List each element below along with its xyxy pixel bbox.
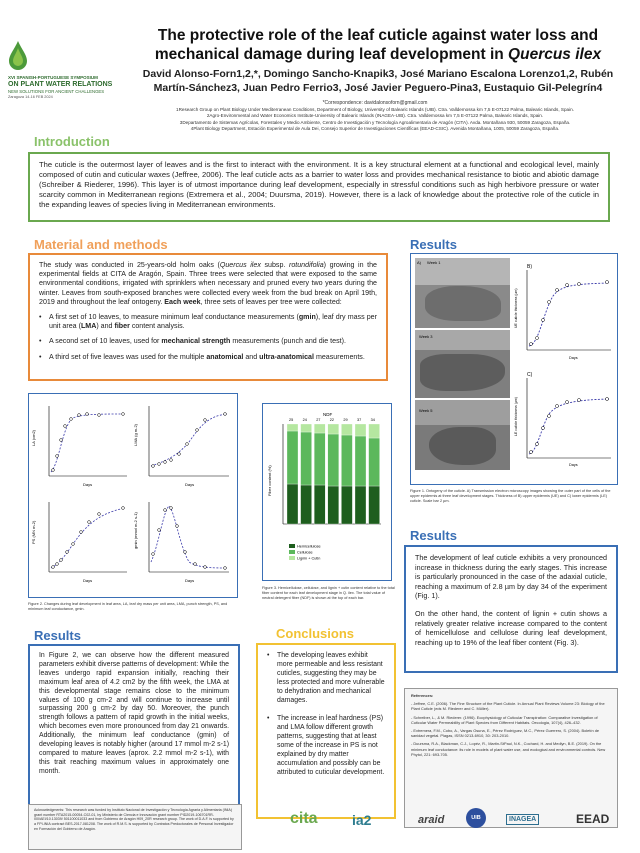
methods-bullet-2 <box>39 337 377 346</box>
logo-eead: EEAD <box>576 812 610 826</box>
tem-image-week1 <box>415 258 510 328</box>
fig3-bar-segment <box>301 485 312 524</box>
fig3-ndf-label: 25 <box>289 418 294 422</box>
methods-species: Quercus ilex <box>219 261 261 269</box>
figure-3 <box>262 403 392 581</box>
references-box <box>404 688 618 828</box>
fig3-chart <box>263 404 389 578</box>
introduction-text: The cuticle is the outermost layer of leaves and is the first to interact with the environment. It is a key structural element at a functional and ecological level, mainly composed of cutin and cuticular waxes (Jeffree, 2006). The leaf cuticle acts as a barrier to water loss and provides mechanical resistance to biotic and abiotic damage (Schreiber & Riederer, 1996). This layer is of utmost importance during leaf development, especially in stressful conditions such as high herbivore pressure or water scarcity common in Mediterranean regions (Extremera et al., 2004; Duursma, 2019). However, there is a lack of knowledge about the protective role of the cuticle in the expanding leaves of species living in Mediterranean environments. <box>39 160 599 209</box>
fig3-legend-lignin: Lignin + Cutin <box>297 556 321 561</box>
fig2-la-panel <box>31 406 127 487</box>
fig3-bar-segment <box>287 431 298 484</box>
fig3-legend <box>289 544 321 561</box>
results-right-box <box>404 545 618 673</box>
b2-text-b: measurements (punch and die test). <box>230 337 346 346</box>
b1-text-b: ), leaf dry mass per unit area ( <box>49 313 377 331</box>
author-list: David Alonso-Forn1,2,*, Domingo Sancho-Knapik3, José Mariano Escalona Lorenzo1,2, Rubén Martín-Sánchez3, Juan Pedro Ferrio3, José Javier Peguero-Pina3, Eustaquio Gil-Pelegrín4 <box>142 68 614 94</box>
affiliation-4: 4Plant Biology Department, Estación Experimental de Aula Dei, Consejo Superior de Investigaciones Científicas (EEAD-CSIC). Avenida Montañana, 1005, 50059 Zaragoza, España. <box>190 125 560 131</box>
fig1-ylabel-c: LE cuticle thickness (µm) <box>514 397 518 436</box>
fig3-bar-segment <box>369 424 380 438</box>
fig1-chart-b <box>513 258 615 364</box>
fig3-ndf-label: 34 <box>370 418 375 422</box>
methods-each-week: Each week <box>164 297 201 306</box>
logo-araid: araid <box>418 814 445 826</box>
affiliation-2: 2Agro-Environmental and Water Economics Institute-University of Balearic Islands (INAGEA-UIB). Ctra. Valldemossa km 7,5 E-07122 Palma, Balearic Islands, Spain. <box>206 113 544 119</box>
reference-1: - Jeffree, C.E. (2006). The Fine Structure of the Plant Cuticle. In Annual Plant Reviews Volume 23: Biology of the Plant Cuticle (eds M. Riederer and C. Müller). <box>411 701 605 712</box>
fig2-gmin-ylabel: gmin (mmol m-2 s-1) <box>133 512 138 549</box>
fig2-gmin-xlabel: Days <box>185 578 195 583</box>
b3-ultra: ultra-anatomical <box>259 352 314 361</box>
introduction-heading: Introduction <box>34 134 110 149</box>
water-drop-icon <box>8 40 28 70</box>
fig2-ps-panel <box>31 502 127 583</box>
reference-4: - Duursma, R.A., Blackman, C.J., Lopéz, R., Martin-StPaul, N.K., Cochard, H. and Medlyn, B.E. (2019). On the minimum leaf conductance: its role in models of plant water use, and ecological and environmental controls. New Phytol, 221: 693-705. <box>411 741 606 757</box>
methods-bullet-3 <box>39 353 377 362</box>
fig2-lma-xlabel: Days <box>185 482 195 487</box>
symposium-line3: NEW SOLUTIONS FOR ANCIENT CHALLENGES <box>8 89 105 94</box>
fig3-bar-segment <box>341 435 352 486</box>
methods-text-d: , three sets of leaves per tree were collected: <box>200 297 342 306</box>
fig2-la-ylabel: LA (cm2) <box>31 429 36 446</box>
fig3-bar-segment <box>301 424 312 432</box>
symposium-line4: Zaragoza 14-16 FEB 2024 <box>8 94 53 99</box>
conclusion-1: • The developing leaves exhibit more permeable and less resistant cuticles, suggesting they may be less protected and more vulnerable to dehydration and mechanical damages. <box>267 651 385 705</box>
fig1-panel-a-label: A) <box>417 260 421 265</box>
fig3-bars <box>287 418 380 524</box>
methods-text-b: subsp. <box>260 261 289 269</box>
fig3-ndf-label: 22 <box>329 418 335 422</box>
reference-3: - Extremera, F.M., Cobo, A., Vargas Osuna, E., Pérez Rodríguez, M.C., Pérez Guerrero, S. (2004). Boletín de sanidad vegetal. Plagas, ISSN 0213-6910, 30: 203-2010. <box>411 728 600 739</box>
symposium-line1: XVI SPANISH-PORTUGUESE SYMPOSIUM <box>8 75 98 80</box>
fig3-legend-cellulose: Cellulose <box>297 550 313 555</box>
figure-2 <box>28 393 238 598</box>
fig1-xlabel-b: Days <box>569 356 578 360</box>
fig3-ndf-label: 24 <box>302 418 307 422</box>
references-heading: References: <box>411 693 434 698</box>
methods-bullet-1 <box>39 313 377 331</box>
fig2-gmin-panel <box>133 502 229 583</box>
b1-lma: LMA <box>80 322 97 331</box>
fig1-panel-b-label: B) <box>527 264 532 270</box>
title-species: Quercus ilex <box>508 46 602 63</box>
affiliation-3: 3Departamento de Sistemas Agrícolas, Forestales y Medio Ambiente, Centro de Investigación y Tecnología Agroalimentaria de Aragón (CITA). Avda. Montañana 930, 50059 Zaragoza, España. <box>179 119 571 125</box>
affiliations <box>115 100 635 132</box>
affiliation-1: 1Research Group on Plant Biology Under Mediterranean Conditions, Department of Biology, University of Balearic Islands (UIB). Ctra. Valldemossa km 7,5 E-07122 Palma, Balearic Islands, Spain. <box>176 107 574 113</box>
fig3-bar-segment <box>369 438 380 486</box>
fig2-lma-ylabel: LMA (g m-2) <box>133 423 138 446</box>
fig3-bar-segment <box>341 424 352 435</box>
fig3-bar-segment <box>369 486 380 524</box>
fig2-charts <box>29 394 235 594</box>
fig1-week1-label: Week 1 <box>427 260 441 265</box>
logo-cita: cita <box>290 810 318 827</box>
fig3-title: NDF <box>323 412 333 417</box>
fig3-bar-segment <box>314 424 325 433</box>
conclusions-box <box>256 643 396 819</box>
b3-text-b: and <box>243 352 260 361</box>
figure-1 <box>410 253 618 485</box>
b1-text-a: A first set of 10 leaves, to measure minimum leaf conductance measurements ( <box>49 313 299 322</box>
b3-anatomical: anatomical <box>206 352 244 361</box>
b1-gmin: gmin <box>298 313 316 322</box>
fig3-bar-segment <box>355 486 366 524</box>
fig2-ps-xlabel: Days <box>83 578 93 583</box>
fig3-bar-segment <box>355 436 366 486</box>
fig3-bar-segment <box>328 424 339 434</box>
logo-uib: UIB <box>466 808 486 828</box>
results-right-p2: On the other hand, the content of lignin + cutin shows a relatively greater relative increase compared to the content of hemicellulose and cellulose during leaf development, reaching up to 19% of the leaf fiber content (Fig. 3). <box>415 608 607 647</box>
fig1-xlabel-c: Days <box>569 463 578 467</box>
fig3-ylabel: Fiber content (%) <box>267 465 272 496</box>
fig1-chart-c <box>513 366 615 470</box>
results-heading-top: Results <box>410 237 457 252</box>
fig3-bar-segment <box>314 433 325 485</box>
symposium-line2: ON PLANT WATER RELATIONS <box>8 81 113 88</box>
title-text: The protective role of the leaf cuticle against water loss and mechanical damage during leaf development in <box>154 27 599 63</box>
fig1-panel-c-label: C) <box>527 372 533 378</box>
fig3-ndf-label: 27 <box>316 418 321 422</box>
methods-text-c: ) growing in the experimental fields at CITA de Aragón, Spain. Three trees were selected that were exposed to the same environmental conditions, irrigated with sprinklers when necessary and pruned every two years during the winter. Leaves from south-exposed branches were collected every week from the bud break on April 19th, 2019 and throughout the leaf ontogeny. <box>39 261 377 306</box>
fig3-bar-segment <box>355 424 366 436</box>
reference-2: - Schreiber, L., & M. Riederer. (1996). Ecophysiology of Cuticular Transpiration: Comparative Investigation of Cuticular Water Permeability of Plant Species from Different Habitats. Oecologia, 107(4), 426–432. <box>411 714 598 725</box>
fig3-bar-segment <box>328 434 339 486</box>
conclusions-heading: Conclusions <box>276 626 355 641</box>
fig3-legend-hemicellulose: Hemicellulose <box>297 544 321 549</box>
fig3-ndf-label: 29 <box>343 418 348 422</box>
b2-mechanical: mechanical strength <box>161 337 231 346</box>
introduction-box <box>28 152 610 222</box>
methods-list <box>39 313 377 362</box>
b2-text-a: A second set of 10 leaves, used for <box>49 337 162 346</box>
fig3-bar-segment <box>287 484 298 524</box>
fig3-bar-segment <box>314 485 325 524</box>
methods-text-a: The study was conducted in 25-years-old holm oaks ( <box>39 261 220 269</box>
fig3-bar-segment <box>287 424 298 431</box>
fig1-week3-label: Week 3 <box>419 334 433 339</box>
acknowledgments-box <box>28 804 242 850</box>
fig2-la-xlabel: Days <box>83 482 93 487</box>
results-left-text: In Figure 2, we can observe how the different measured parameters exhibit diverse patterns of development: While the leaves undergo rapid expansion initially, reaching their maximum leaf area of 4.2 cm2 by the fifth week, the LMA at this developmental stage remains close to the minimum values of 100 g cm-2 and will continue to increase until surpassing 200 g cm-2 by day 50. Moreover, the punch strength follows a pattern of rapid growth in the initial weeks, which becomes even more pronounced from day 21 onwards. Additionally, the minimum leaf conductance (gmin) of developing leaves is notably higher (around 17 mmol m-2 s-1) compared to mature leaves (aprox. 2.2 mmol m-2 s-1), with this trait reaching maximum values in approximately one month. <box>39 652 229 775</box>
fig3-bar-segment <box>301 432 312 485</box>
results-left-box <box>28 644 240 820</box>
results-heading-left: Results <box>34 628 81 643</box>
fig3-caption: Figure 3. Hemicellulose, cellulose, and lignin + cutin content relative to the total fiber content for each leaf development stage in Q. ilex. The total value of neutral detergent fiber (NDF) is shown at the top of each bar. <box>262 586 395 600</box>
fig2-caption: Figure 2. Changes during leaf development in leaf area, LA, leaf dry mass per unit area, LMA, punch strength, PS, and minimum leaf conductance, gmin. <box>28 602 228 611</box>
fig1-week5-label: Week 5 <box>419 408 433 413</box>
methods-paragraph <box>39 261 377 307</box>
fig3-bar-segment <box>341 486 352 524</box>
fig3-bar-segment <box>328 486 339 524</box>
fig2-lma-panel <box>133 406 229 487</box>
b3-text-a: A third set of five leaves was used for the multiple <box>49 352 207 361</box>
logo-inagea: INAGEA <box>506 814 539 825</box>
fig3-ndf-label: 37 <box>357 418 362 422</box>
fig1-ylabel-b: UE cuticle thickness (µm) <box>514 288 518 328</box>
methods-box <box>28 253 388 381</box>
b1-text-d: content analysis. <box>129 322 185 331</box>
results-right-p1: The development of leaf cuticle exhibits a very pronounced increase in thickness during the early stages. This increase is particularly pronounced in the case of the adaxial cuticle, reaching a maximum of 2.8 µm by day 34 of the experiment (Fig. 1). <box>415 553 607 601</box>
b3-text-c: measurements. <box>313 352 365 361</box>
fig2-ps-ylabel: PS (MN m-2) <box>31 520 36 544</box>
acknowledgments-text: Acknowledgments: This research was funded by Instituto Nacional de Investigación y Tecnología Agraria y Alimentaria (INIA) grant number RTA2015-00054-C02-01, by Ministerio de Ciencia e Innovación grant number PID2019-106701RR-I00/AEI/10.13039/ 501100011033 and from Gobierno de Aragón H09_20R research group. The work of D.A.F. is supported by a FPI-INIA contract BES-2017-081208. The work of R.M.S. is supported by Contratos Predoctorales de Personal Investigador en Formación del Gobierno de Aragón. <box>34 808 234 831</box>
conclusion-2: • The increase in leaf hardness (PS) and LMA follow different growth patterns, suggesting that at least some of the increase in PS is not explained by dry matter accumulation and possibly can be attributed to cuticular development. <box>267 714 385 777</box>
symposium-logo <box>8 40 118 100</box>
poster-title <box>128 26 628 64</box>
methods-subspecies: rotundifolia <box>288 261 324 269</box>
correspondence: *Correspondence: davidalonsoforn@gmail.com <box>322 100 428 106</box>
logo-ia2: ia2 <box>352 812 372 828</box>
tem-image-week5 <box>415 400 510 470</box>
conclusions-list <box>267 651 385 777</box>
b1-fiber: fiber <box>114 322 130 331</box>
tem-image-week3 <box>415 330 510 398</box>
b1-text-c: ) and <box>96 322 115 331</box>
methods-heading: Material and methods <box>34 237 168 252</box>
logo-strip <box>290 808 630 848</box>
results-heading-right: Results <box>410 528 457 543</box>
fig1-caption: Figure 1. Ontogeny of the cuticle. A) Transmission electron microscopy images showing the outer part of the cells of the upper epidermis at three leaf development stages. Thickness of B) upper epidermis (UE) and C) lower epidermis (LE) cuticle. Scale bar 2 µm. <box>410 489 611 503</box>
